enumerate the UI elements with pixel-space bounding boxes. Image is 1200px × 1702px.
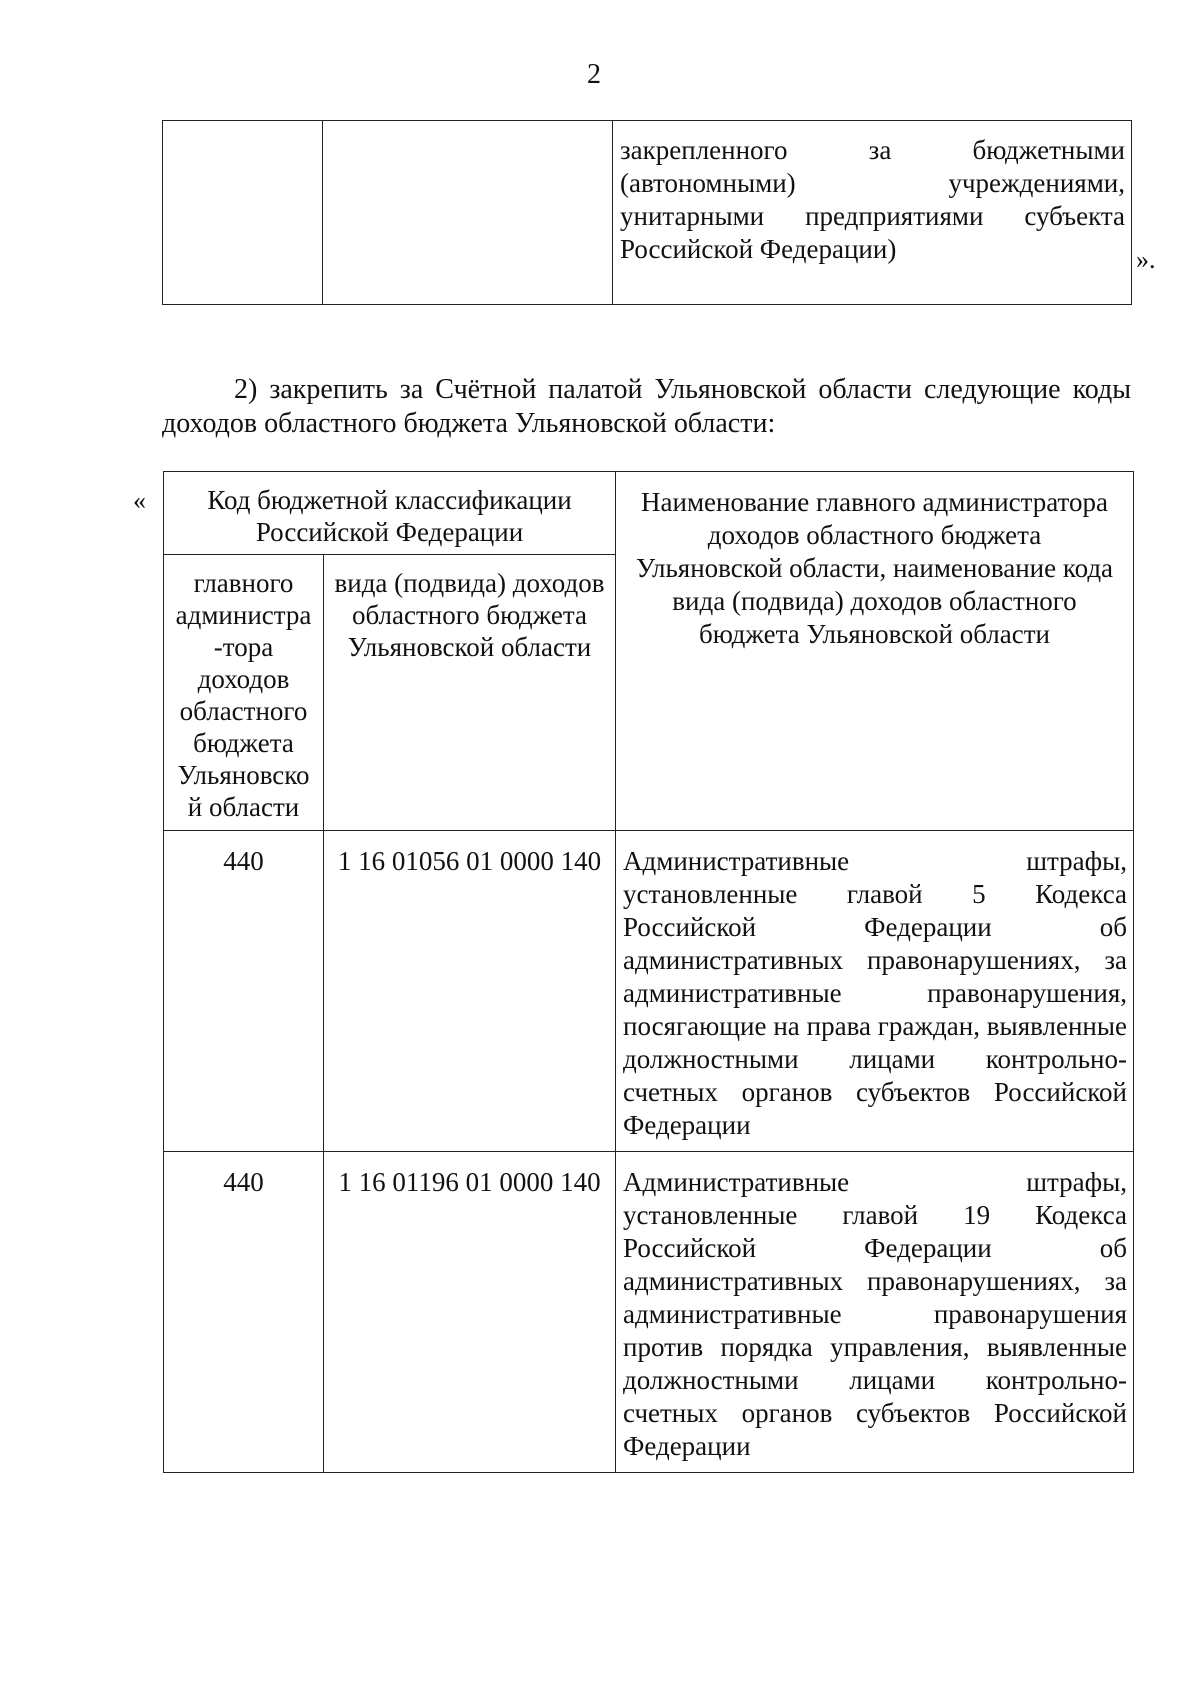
revenue-description: Административные штрафы, установленные главой 5 Кодекса Российской Федерации об административных правонарушениях, за административные правонарушения, посягающие на права граждан, выявленные должностными лицами контрольно-счетных органов субъектов Российской Федерации (623, 846, 1127, 1140)
header-code-group-label: Код бюджетной классификации Российской Федерации (207, 485, 572, 547)
description-cell (616, 831, 1134, 1152)
header-admin-code-label: главного администра -тора доходов областного бюджета Ульяновско й области (175, 568, 312, 822)
opening-quote: « (133, 486, 146, 515)
admin-code-cell (164, 831, 324, 1152)
closing-quote: ». (1136, 245, 1156, 274)
header-type-code-label: вида (подвида) доходов областного бюджета Ульяновской области (334, 568, 605, 662)
revenue-description: Административные штрафы, установленные главой 19 Кодекса Российской Федерации об административных правонарушениях, за административные правонарушения против порядка управления, выявленные должностными лицами контрольно-счетных органов субъектов Российской Федерации (623, 1167, 1127, 1461)
empty-admin-cell (163, 121, 323, 305)
revenue-code: 1 16 01196 01 0000 140 (338, 1167, 601, 1197)
continuation-text: закрепленного за бюджетными (автономными) учреждениями, унитарными предприятиями субъекта Российской Федерации) (620, 135, 1125, 264)
header-admin-code (164, 555, 324, 831)
header-code-group (164, 472, 616, 555)
admin-code: 440 (223, 846, 264, 876)
admin-code: 440 (223, 1167, 264, 1197)
revenue-code: 1 16 01056 01 0000 140 (337, 846, 602, 876)
paragraph-item-2: 2) закрепить за Счётной палатой Ульяновской области следующие коды доходов областного бюджета Ульяновской области: (162, 374, 1131, 439)
table-row (163, 121, 1132, 305)
header-type-code (324, 555, 616, 831)
continuation-table (162, 120, 1132, 305)
description-cell (613, 121, 1132, 305)
table-row (164, 831, 1134, 1152)
table-row (164, 1152, 1134, 1473)
revenue-codes-table (163, 471, 1134, 1473)
header-row (164, 472, 1134, 555)
revenue-code-cell (324, 831, 616, 1152)
header-name-label: Наименование главного администратора доходов областного бюджета Ульяновской области, наименование кода вида (подвида) доходов областного бюджета Ульяновской области (635, 487, 1114, 649)
header-name (616, 472, 1134, 831)
empty-code-cell (323, 121, 613, 305)
description-cell (616, 1152, 1134, 1473)
admin-code-cell (164, 1152, 324, 1473)
page-number: 2 (587, 59, 601, 90)
revenue-code-cell (324, 1152, 616, 1473)
